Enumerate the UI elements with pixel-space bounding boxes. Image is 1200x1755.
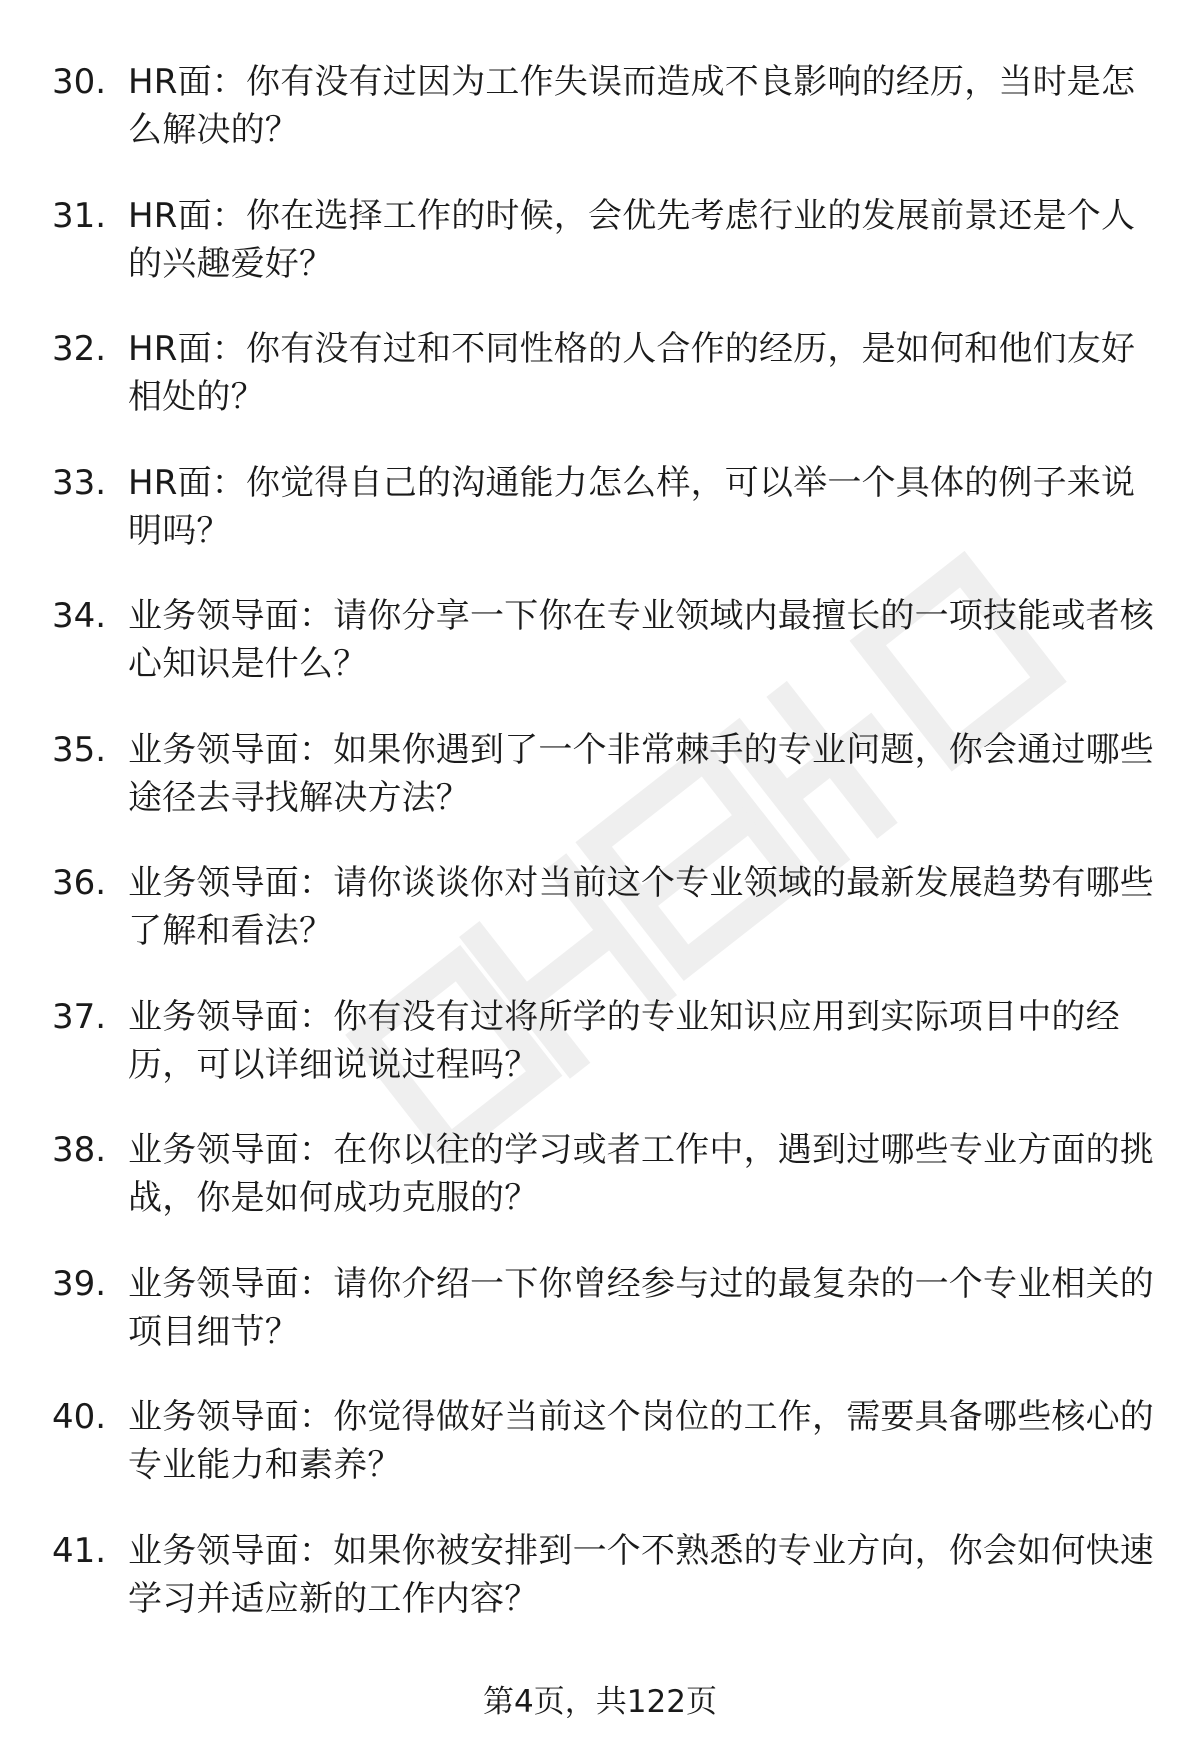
question-text: 业务领导面：请你分享一下你在专业领域内最擅长的一项技能或者核心知识是什么？: [128, 596, 1154, 684]
question-number: 37.: [52, 996, 107, 1037]
list-item: [0, 459, 1200, 593]
list-item: [0, 325, 1200, 459]
question-text: HR面：你有没有过和不同性格的人合作的经历，是如何和他们友好相处的？: [128, 329, 1136, 417]
question-text: 业务领导面：你觉得做好当前这个岗位的工作，需要具备哪些核心的专业能力和素养？: [128, 1397, 1154, 1485]
question-text: HR面：你有没有过因为工作失误而造成不良影响的经历，当时是怎么解决的？: [128, 62, 1136, 150]
question-number: 40.: [52, 1397, 107, 1437]
question-text: 业务领导面：你有没有过将所学的专业知识应用到实际项目中的经历，可以详细说说过程吗？: [128, 996, 1120, 1085]
question-number: 30.: [52, 62, 107, 102]
question-number: 39.: [52, 1263, 107, 1304]
list-item: [0, 859, 1200, 993]
list-item: [0, 58, 1200, 192]
question-text: 业务领导面：请你介绍一下你曾经参与过的最复杂的一个专业相关的项目细节？: [128, 1263, 1154, 1352]
list-item: [0, 592, 1200, 726]
question-text: HR面：你觉得自己的沟通能力怎么样，可以举一个具体的例子来说明吗？: [128, 462, 1136, 551]
question-number: 33.: [52, 462, 107, 503]
question-text: HR面：你在选择工作的时候，会优先考虑行业的发展前景还是个人的兴趣爱好？: [128, 195, 1136, 284]
question-number: 38.: [52, 1130, 107, 1170]
list-item: [0, 192, 1200, 326]
question-list: [0, 58, 1200, 1660]
question-number: 35.: [52, 729, 107, 770]
list-item: [0, 993, 1200, 1127]
list-item: [0, 1260, 1200, 1394]
list-item: [0, 1126, 1200, 1260]
list-item: [0, 1393, 1200, 1527]
question-number: 41.: [52, 1530, 107, 1571]
page-footer: 第4页，共122页: [483, 1684, 717, 1720]
question-number: 32.: [52, 329, 107, 369]
question-number: 34.: [52, 596, 107, 636]
question-text: 业务领导面：在你以往的学习或者工作中，遇到过哪些专业方面的挑战，你是如何成功克服的？: [128, 1130, 1154, 1218]
question-text: 业务领导面：请你谈谈你对当前这个专业领域的最新发展趋势有哪些了解和看法？: [128, 863, 1154, 951]
question-text: 业务领导面：如果你被安排到一个不熟悉的专业方向，你会如何快速学习并适应新的工作内容？: [128, 1530, 1154, 1619]
question-number: 36.: [52, 863, 107, 903]
list-item: [0, 1527, 1200, 1661]
question-number: 31.: [52, 195, 107, 236]
list-item: [0, 726, 1200, 860]
question-text: 业务领导面：如果你遇到了一个非常棘手的专业问题，你会通过哪些途径去寻找解决方法？: [128, 729, 1154, 818]
